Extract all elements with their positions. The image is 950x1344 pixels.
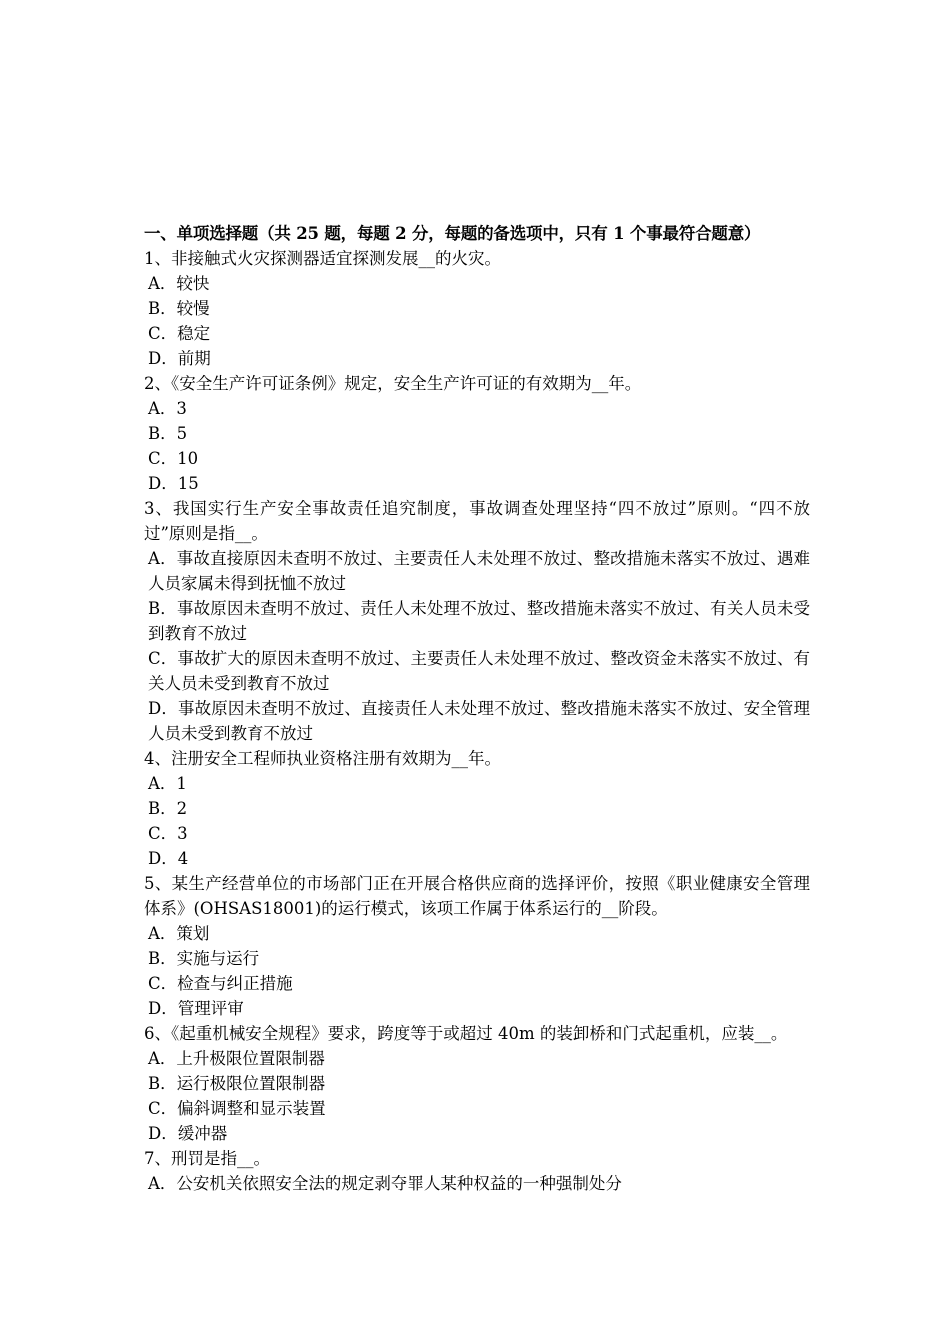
option-a: A．1 bbox=[148, 774, 187, 793]
question-3 bbox=[144, 496, 810, 746]
question-stem: 6、《起重机械安全规程》要求，跨度等于或超过 40m 的装卸桥和门式起重机，应装__。 bbox=[144, 1024, 788, 1043]
option-c: C．事故扩大的原因未查明不放过、主要责任人未处理不放过、整改资金未落实不放过、有关人员未受到教育不放过 bbox=[148, 649, 810, 693]
option-d: D．4 bbox=[148, 849, 189, 868]
question-7 bbox=[144, 1146, 810, 1196]
option-d: D．15 bbox=[148, 474, 199, 493]
option-c: C．稳定 bbox=[148, 324, 211, 343]
option-c: C．检查与纠正措施 bbox=[148, 974, 293, 993]
option-b: B．2 bbox=[148, 799, 188, 818]
option-d: D．事故原因未查明不放过、直接责任人未处理不放过、整改措施未落实不放过、安全管理人员未受到教育不放过 bbox=[148, 699, 810, 743]
question-stem: 4、注册安全工程师执业资格注册有效期为__年。 bbox=[144, 749, 501, 768]
option-a: A．公安机关依照安全法的规定剥夺罪人某种权益的一种强制处分 bbox=[148, 1174, 622, 1193]
option-a: A．策划 bbox=[148, 924, 210, 943]
option-b: B．较慢 bbox=[148, 299, 210, 318]
option-b: B．运行极限位置限制器 bbox=[148, 1074, 326, 1093]
option-b: B．实施与运行 bbox=[148, 949, 260, 968]
question-1 bbox=[144, 246, 810, 371]
section-title: 一、单项选择题（共 25 题，每题 2 分，每题的备选项中，只有 1 个事最符合题意） bbox=[144, 224, 761, 243]
question-stem: 7、刑罚是指__。 bbox=[144, 1149, 270, 1168]
option-a: A．上升极限位置限制器 bbox=[148, 1049, 325, 1068]
option-d: D．缓冲器 bbox=[148, 1124, 228, 1143]
exam-document bbox=[144, 221, 810, 1196]
question-stem: 5、某生产经营单位的市场部门正在开展合格供应商的选择评价，按照《职业健康安全管理体系》(OHSAS18001)的运行模式，该项工作属于体系运行的__阶段。 bbox=[144, 874, 810, 918]
question-5 bbox=[144, 871, 810, 1021]
option-b: B．5 bbox=[148, 424, 188, 443]
question-4 bbox=[144, 746, 810, 871]
option-c: C．3 bbox=[148, 824, 188, 843]
option-a: A．事故直接原因未查明不放过、主要责任人未处理不放过、整改措施未落实不放过、遇难人员家属未得到抚恤不放过 bbox=[148, 549, 810, 593]
option-b: B．事故原因未查明不放过、责任人未处理不放过、整改措施未落实不放过、有关人员未受到教育不放过 bbox=[148, 599, 810, 643]
option-c: C．10 bbox=[148, 449, 199, 468]
option-d: D．前期 bbox=[148, 349, 211, 368]
question-stem: 2、《安全生产许可证条例》规定，安全生产许可证的有效期为__年。 bbox=[144, 374, 642, 393]
option-a: A．3 bbox=[148, 399, 187, 418]
option-a: A．较快 bbox=[148, 274, 210, 293]
question-6 bbox=[144, 1021, 810, 1146]
question-stem: 3、我国实行生产安全事故责任追究制度，事故调查处理坚持“四不放过”原则。“四不放过”原则是指__。 bbox=[144, 499, 810, 543]
question-stem: 1、非接触式火灾探测器适宜探测发展__的火灾。 bbox=[144, 249, 501, 268]
option-d: D．管理评审 bbox=[148, 999, 244, 1018]
option-c: C．偏斜调整和显示装置 bbox=[148, 1099, 326, 1118]
question-2 bbox=[144, 371, 810, 496]
